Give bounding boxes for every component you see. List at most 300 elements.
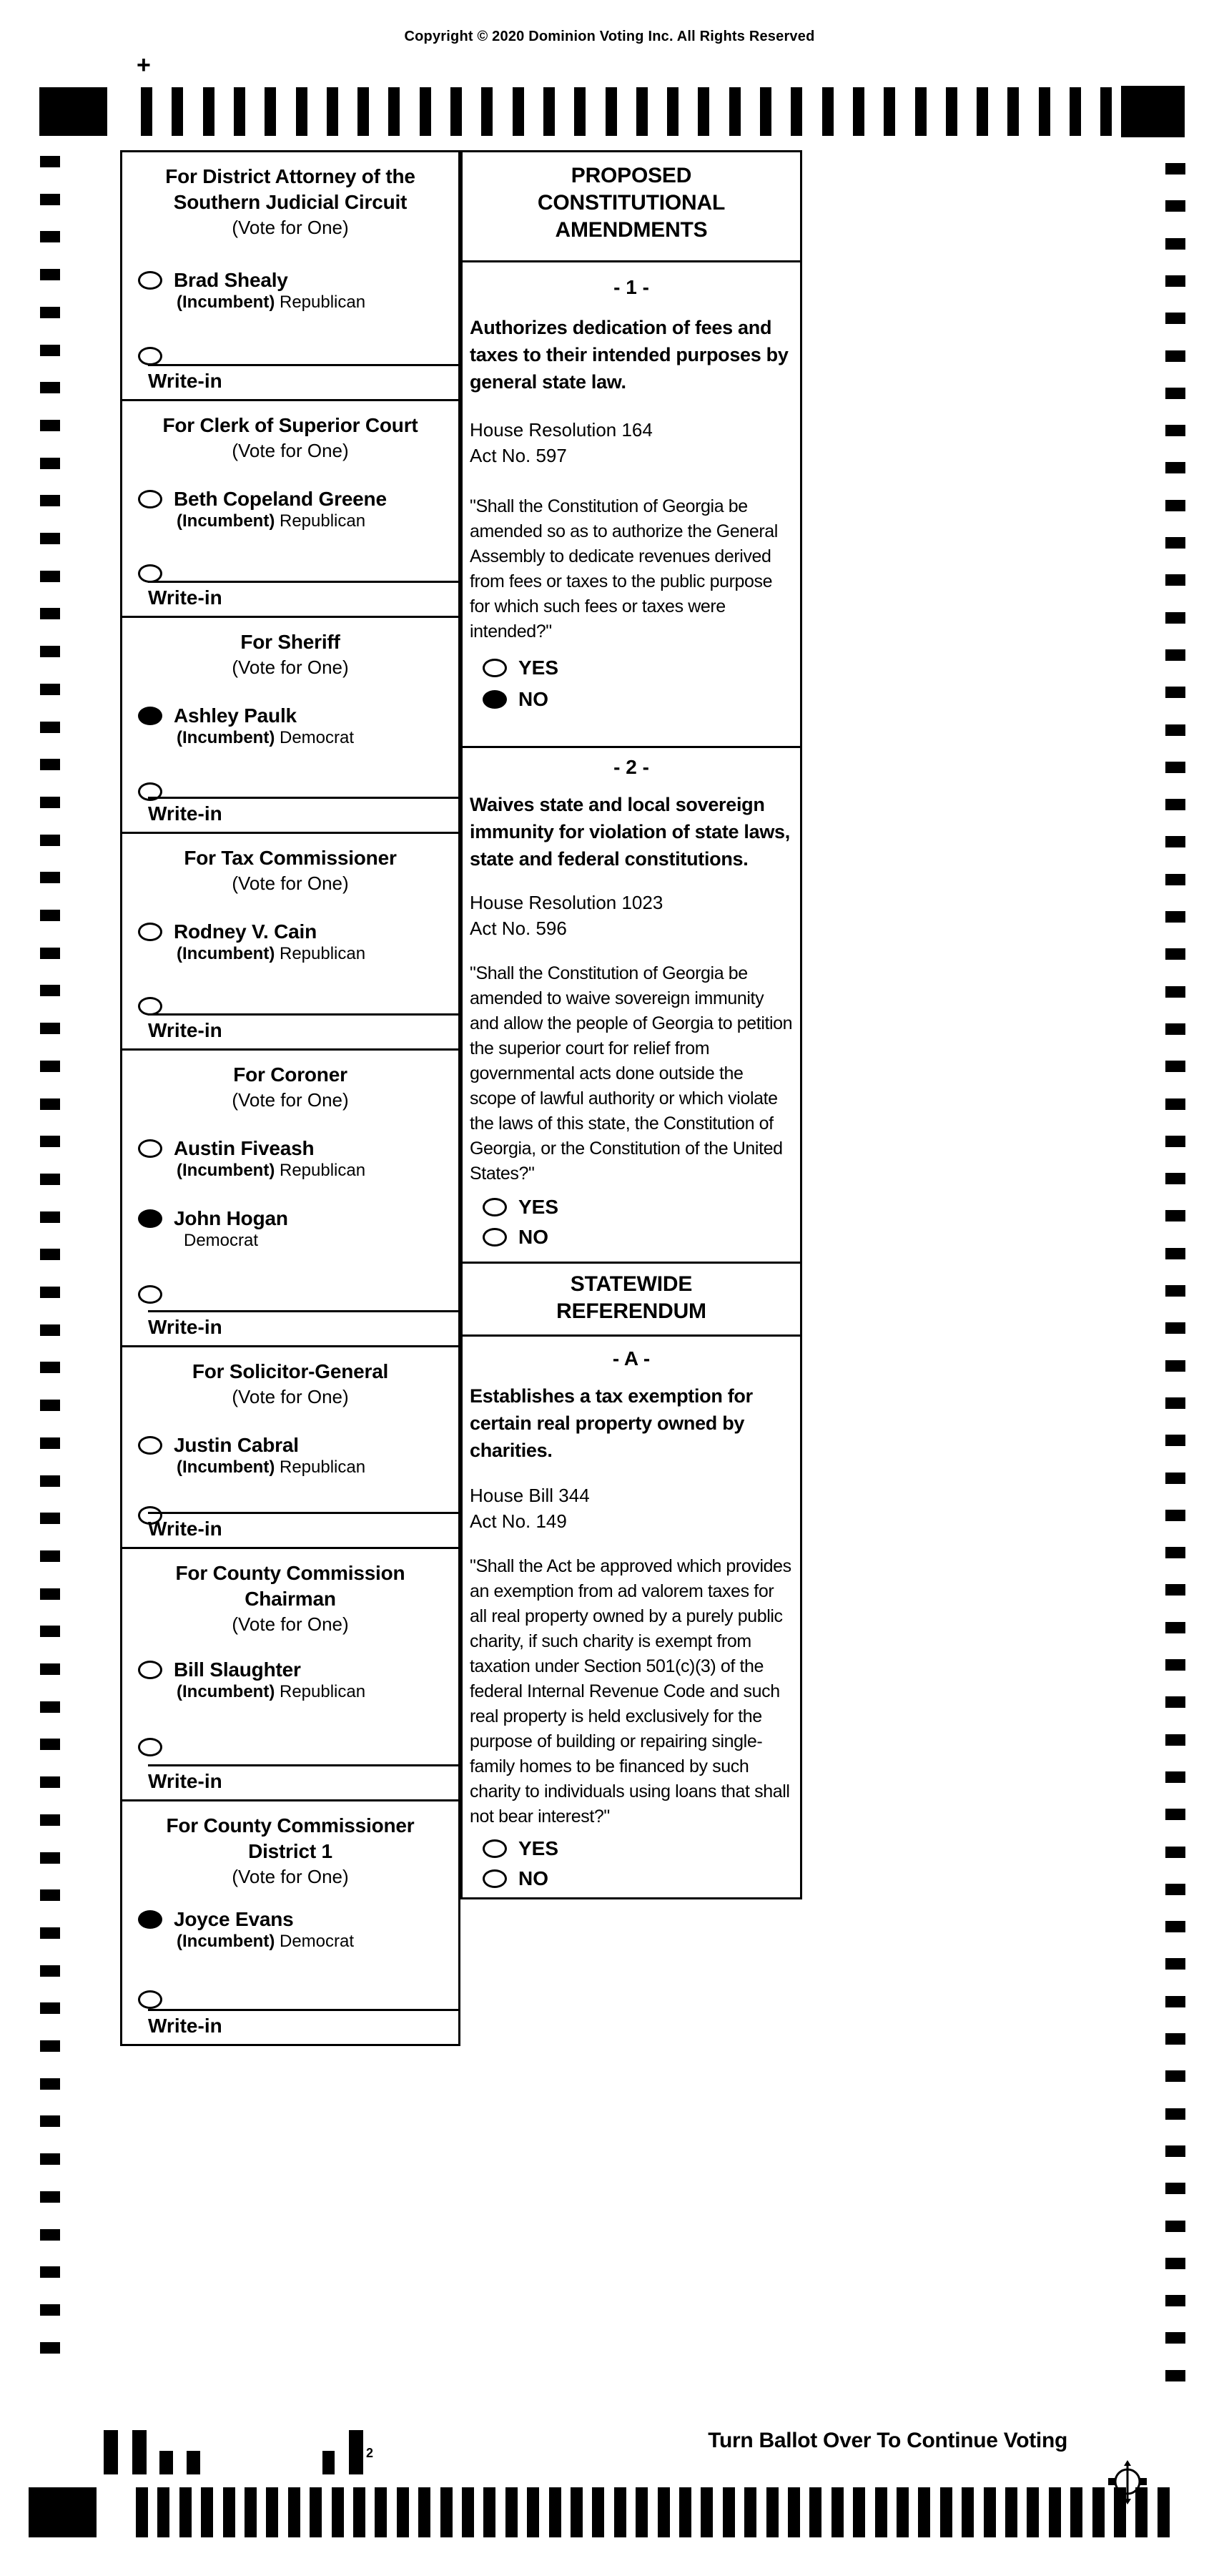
timing-mark bbox=[1070, 2487, 1082, 2537]
contest-title: For District Attorney of the Southern Judicial Circuit bbox=[165, 165, 415, 213]
timing-mark bbox=[40, 307, 60, 318]
contest-title: For Tax Commissioner bbox=[184, 847, 397, 869]
statewide-referendum-header: STATEWIDE REFERENDUM bbox=[463, 1262, 800, 1334]
timing-mark bbox=[1165, 350, 1185, 362]
timing-mark bbox=[1165, 1136, 1185, 1147]
referendum-a bbox=[463, 1334, 800, 1897]
timing-mark bbox=[791, 87, 802, 136]
timing-mark bbox=[1165, 2332, 1185, 2344]
candidate-option[interactable] bbox=[122, 1206, 458, 1251]
candidate-option[interactable] bbox=[122, 1433, 458, 1478]
candidate-name: Beth Copeland Greene bbox=[174, 488, 387, 510]
timing-mark bbox=[1165, 238, 1185, 250]
timing-mark bbox=[40, 1739, 60, 1750]
timing-mark bbox=[1165, 762, 1185, 773]
timing-mark bbox=[40, 269, 60, 280]
timing-mark bbox=[1049, 2487, 1061, 2537]
blank-option[interactable] bbox=[122, 1735, 458, 1756]
candidate-name: Rodney V. Cain bbox=[174, 920, 317, 943]
measure-question: "Shall the Constitution of Georgia be amended to waive sovereign immunity and allow the people of Georgia to petition the superior court for relief from governmental acts done outside the scope of lawful authority or which violate the laws of this state, the Constitution of Georgia, or the Constitution of the United States?" bbox=[470, 963, 793, 1184]
timing-mark bbox=[332, 2487, 344, 2537]
timing-mark bbox=[1165, 724, 1185, 736]
timing-mark bbox=[571, 2487, 583, 2537]
timing-mark bbox=[760, 87, 771, 136]
timing-mark bbox=[1165, 1996, 1185, 2007]
timing-mark bbox=[940, 2487, 952, 2537]
timing-mark bbox=[853, 2487, 865, 2537]
timing-mark bbox=[636, 87, 648, 136]
timing-mark bbox=[1165, 1435, 1185, 1446]
timing-mark bbox=[1165, 649, 1185, 661]
blank-option[interactable] bbox=[122, 994, 458, 1016]
timing-mark bbox=[132, 2430, 147, 2474]
timing-mark bbox=[543, 87, 555, 136]
timing-mark bbox=[159, 2451, 173, 2474]
measure-references: House Resolution 164 Act No. 597 bbox=[470, 419, 653, 466]
timing-mark bbox=[357, 87, 369, 136]
contest-clerk-superior-court bbox=[122, 399, 458, 616]
blank-option[interactable] bbox=[122, 1987, 458, 2009]
timing-mark bbox=[1165, 2258, 1185, 2269]
timing-mark bbox=[40, 382, 60, 393]
option-no[interactable]: NO bbox=[470, 689, 793, 710]
timing-mark bbox=[40, 872, 60, 883]
timing-mark bbox=[977, 87, 988, 136]
timing-mark bbox=[1100, 87, 1112, 136]
timing-mark bbox=[40, 797, 60, 808]
option-yes[interactable]: YES bbox=[470, 657, 793, 679]
timing-mark bbox=[201, 2487, 213, 2537]
timing-mark bbox=[962, 2487, 974, 2537]
timing-mark bbox=[1027, 2487, 1039, 2537]
timing-mark bbox=[1165, 1847, 1185, 1858]
vote-instruction: (Vote for One) bbox=[232, 872, 349, 894]
timing-mark bbox=[1165, 1547, 1185, 1558]
timing-mark bbox=[1165, 1322, 1185, 1334]
measure-references: House Bill 344 Act No. 149 bbox=[470, 1485, 590, 1532]
timing-mark bbox=[1165, 1622, 1185, 1633]
contest-title: For Clerk of Superior Court bbox=[162, 414, 418, 436]
timing-mark bbox=[1165, 2108, 1185, 2120]
timing-mark bbox=[40, 646, 60, 657]
contest-solicitor-general bbox=[122, 1345, 458, 1547]
measure-summary: Waives state and local sovereign immunity for violation of state laws, state and federal constitutions. bbox=[470, 794, 790, 870]
timing-mark bbox=[884, 87, 895, 136]
vote-instruction: (Vote for One) bbox=[232, 1089, 349, 1111]
timing-mark bbox=[40, 1023, 60, 1034]
timing-mark bbox=[1165, 948, 1185, 960]
timing-mark bbox=[104, 2430, 118, 2474]
timing-mark bbox=[984, 2487, 996, 2537]
candidate-name: John Hogan bbox=[174, 1207, 288, 1229]
timing-mark bbox=[1165, 1696, 1185, 1708]
write-in[interactable]: Write-in bbox=[148, 1512, 458, 1541]
timing-mark bbox=[1158, 2487, 1170, 2537]
candidate-detail: (Incumbent) Republican bbox=[177, 1161, 366, 1180]
vote-oval[interactable] bbox=[138, 490, 162, 508]
timing-mark bbox=[322, 2451, 335, 2474]
vote-oval[interactable] bbox=[138, 271, 162, 290]
contest-title: For Coroner bbox=[233, 1063, 347, 1086]
registration-plus-mark: + bbox=[137, 51, 151, 79]
candidate-detail: (Incumbent) Republican bbox=[177, 1682, 366, 1701]
timing-mark bbox=[1165, 2295, 1185, 2306]
timing-mark bbox=[440, 2487, 453, 2537]
timing-mark bbox=[288, 2487, 300, 2537]
timing-mark bbox=[203, 87, 214, 136]
vote-oval[interactable] bbox=[138, 1661, 162, 1679]
timing-mark bbox=[40, 1362, 60, 1373]
timing-mark bbox=[29, 2487, 97, 2537]
write-in[interactable]: Write-in bbox=[148, 581, 458, 610]
timing-mark bbox=[1165, 1023, 1185, 1035]
candidate-name: Brad Shealy bbox=[174, 269, 288, 291]
timing-mark bbox=[1165, 1173, 1185, 1184]
timing-mark bbox=[40, 948, 60, 959]
write-in[interactable]: Write-in bbox=[148, 364, 458, 393]
timing-mark bbox=[831, 2487, 844, 2537]
amendment-1 bbox=[463, 260, 800, 746]
timing-mark bbox=[1165, 388, 1185, 399]
timing-mark bbox=[40, 231, 60, 242]
timing-mark bbox=[915, 87, 927, 136]
timing-mark bbox=[698, 87, 709, 136]
timing-mark bbox=[40, 194, 60, 205]
vote-instruction: (Vote for One) bbox=[232, 1613, 349, 1635]
vote-oval[interactable] bbox=[483, 1869, 507, 1888]
timing-mark bbox=[40, 2078, 60, 2090]
write-in[interactable]: Write-in bbox=[148, 1013, 458, 1043]
vote-oval[interactable] bbox=[138, 347, 162, 365]
candidate-detail: (Incumbent) Republican bbox=[177, 1457, 366, 1477]
vote-oval[interactable] bbox=[483, 1198, 507, 1216]
candidate-option[interactable] bbox=[122, 487, 458, 531]
candidate-name: Justin Cabral bbox=[174, 1434, 299, 1456]
vote-oval[interactable] bbox=[138, 1436, 162, 1455]
timing-mark bbox=[450, 87, 462, 136]
timing-mark bbox=[40, 684, 60, 695]
timing-mark bbox=[1165, 200, 1185, 212]
timing-mark bbox=[296, 87, 307, 136]
timing-mark bbox=[1165, 2221, 1185, 2232]
timing-mark bbox=[1165, 874, 1185, 885]
timing-mark bbox=[40, 2040, 60, 2052]
vote-oval[interactable] bbox=[138, 1990, 162, 2009]
contest-title: For Sheriff bbox=[240, 631, 340, 653]
measure-number: - 2 - bbox=[613, 756, 649, 778]
timing-mark bbox=[265, 87, 276, 136]
timing-mark bbox=[1165, 1248, 1185, 1259]
timing-mark bbox=[136, 2487, 148, 2537]
timing-mark bbox=[574, 87, 586, 136]
candidate-detail: (Incumbent) Republican bbox=[177, 944, 366, 963]
contest-commission-chairman bbox=[122, 1547, 458, 1799]
timing-mark bbox=[40, 1965, 60, 1977]
timing-mark bbox=[40, 2191, 60, 2203]
timing-mark bbox=[40, 1701, 60, 1713]
vote-instruction: (Vote for One) bbox=[232, 440, 349, 461]
timing-mark bbox=[1165, 574, 1185, 586]
timing-mark bbox=[918, 2487, 930, 2537]
timing-mark bbox=[353, 2487, 365, 2537]
write-in[interactable]: Write-in bbox=[148, 2009, 458, 2038]
copyright-line: Copyright © 2020 Dominion Voting Inc. All Rights Reserved bbox=[404, 29, 815, 44]
timing-mark bbox=[1165, 687, 1185, 698]
timing-mark bbox=[723, 2487, 735, 2537]
timing-mark bbox=[40, 1475, 60, 1487]
timing-mark bbox=[40, 1437, 60, 1449]
timing-mark bbox=[1005, 2487, 1017, 2537]
option-yes[interactable]: YES bbox=[470, 1838, 793, 1859]
timing-mark bbox=[40, 1588, 60, 1600]
timing-mark bbox=[40, 2342, 60, 2354]
timing-mark bbox=[744, 2487, 756, 2537]
timing-mark bbox=[39, 87, 107, 136]
timing-mark bbox=[40, 1889, 60, 1901]
timing-mark bbox=[701, 2487, 713, 2537]
timing-mark bbox=[40, 910, 60, 921]
timing-mark bbox=[1165, 500, 1185, 511]
candidate-name: Bill Slaughter bbox=[174, 1658, 301, 1681]
timing-mark bbox=[1165, 1958, 1185, 1970]
timing-mark bbox=[1092, 2487, 1105, 2537]
candidate-detail: (Incumbent) Democrat bbox=[177, 1932, 355, 1951]
timing-mark bbox=[1165, 313, 1185, 324]
timing-mark bbox=[1165, 2145, 1185, 2157]
timing-mark bbox=[614, 2487, 626, 2537]
blank-option[interactable] bbox=[122, 561, 458, 583]
turn-ballot-over-text: Turn Ballot Over To Continue Voting bbox=[708, 2429, 1067, 2452]
timing-mark bbox=[636, 2487, 648, 2537]
vote-instruction: (Vote for One) bbox=[232, 217, 349, 238]
vote-oval[interactable] bbox=[483, 1228, 507, 1247]
timing-mark bbox=[1165, 1210, 1185, 1221]
vote-oval[interactable] bbox=[138, 1910, 162, 1929]
contest-commissioner-district-1 bbox=[122, 1799, 458, 2044]
vote-oval[interactable] bbox=[138, 1209, 162, 1228]
contest-title: For Solicitor-General bbox=[192, 1360, 389, 1382]
timing-mark bbox=[1165, 1510, 1185, 1521]
contest-column bbox=[120, 150, 460, 2046]
contest-title: For County Commissioner District 1 bbox=[166, 1814, 415, 1862]
sheet-number: 2 bbox=[366, 2446, 374, 2460]
timing-mark bbox=[172, 87, 183, 136]
timing-mark bbox=[40, 533, 60, 544]
measure-question: "Shall the Constitution of Georgia be amended so as to authorize the General Assembly to dedicate revenues derived from fees or taxes to the public purpose for which such fees or taxes were intended?" bbox=[470, 496, 778, 641]
timing-mark bbox=[40, 1287, 60, 1298]
candidate-option[interactable] bbox=[122, 1907, 458, 1952]
measure-summary: Authorizes dedication of fees and taxes to their intended purposes by general state law. bbox=[470, 317, 789, 393]
timing-mark bbox=[40, 1927, 60, 1939]
timing-mark bbox=[897, 2487, 909, 2537]
write-in[interactable]: Write-in bbox=[148, 1310, 458, 1339]
timing-mark bbox=[788, 2487, 800, 2537]
option-yes[interactable]: YES bbox=[470, 1196, 793, 1218]
contest-district-attorney bbox=[122, 152, 458, 399]
vote-instruction: (Vote for One) bbox=[232, 1866, 349, 1887]
timing-mark bbox=[40, 571, 60, 582]
timing-mark bbox=[40, 1061, 60, 1072]
timing-mark bbox=[40, 1098, 60, 1110]
timing-mark bbox=[40, 1550, 60, 1562]
timing-mark bbox=[766, 2487, 779, 2537]
candidate-name: Joyce Evans bbox=[174, 1908, 294, 1930]
timing-mark bbox=[809, 2487, 821, 2537]
timing-mark bbox=[40, 495, 60, 506]
candidate-option[interactable] bbox=[122, 920, 458, 964]
candidate-detail: (Incumbent) Republican bbox=[177, 292, 366, 312]
candidate-detail: Democrat bbox=[184, 1231, 259, 1250]
timing-mark bbox=[40, 1174, 60, 1185]
candidate-option[interactable] bbox=[122, 704, 458, 748]
timing-mark bbox=[40, 1400, 60, 1411]
measure-question: "Shall the Act be approved which provides an exemption from ad valorem taxes for all real property owned by a purely public charity, if such charity is exempt from taxation under Section 501(c)(3) of the federal Internal Revenue Code and such real property is held exclusively for the purpose of building or repairing single-family homes to be financed by such charity to individuals using loans that shall not bear interest?" bbox=[470, 1556, 791, 1827]
timing-mark bbox=[1165, 462, 1185, 473]
contest-coroner bbox=[122, 1048, 458, 1345]
timing-mark bbox=[481, 87, 493, 136]
timing-mark bbox=[946, 87, 957, 136]
registration-target-icon bbox=[1107, 2460, 1148, 2508]
option-no[interactable]: NO bbox=[470, 1868, 793, 1889]
measures-column bbox=[460, 150, 802, 1899]
timing-mark bbox=[1165, 1659, 1185, 1671]
timing-mark bbox=[667, 87, 678, 136]
candidate-option[interactable] bbox=[122, 1658, 458, 1702]
timing-mark bbox=[505, 2487, 518, 2537]
timing-mark bbox=[729, 87, 741, 136]
timing-mark bbox=[1121, 86, 1185, 137]
timing-mark bbox=[1165, 2370, 1185, 2381]
timing-mark bbox=[483, 2487, 495, 2537]
contest-sheriff bbox=[122, 616, 458, 832]
timing-mark bbox=[1165, 2070, 1185, 2082]
timing-mark bbox=[310, 2487, 322, 2537]
timing-mark bbox=[40, 1211, 60, 1223]
timing-mark bbox=[397, 2487, 409, 2537]
timing-mark bbox=[1165, 425, 1185, 436]
timing-mark bbox=[658, 2487, 670, 2537]
measure-number: - 1 - bbox=[613, 276, 649, 298]
timing-mark bbox=[40, 759, 60, 770]
timing-mark bbox=[179, 2487, 192, 2537]
timing-mark bbox=[1165, 1771, 1185, 1783]
vote-oval[interactable] bbox=[483, 1839, 507, 1858]
timing-mark bbox=[1165, 799, 1185, 810]
timing-mark bbox=[40, 608, 60, 619]
timing-mark bbox=[40, 1249, 60, 1260]
timing-mark bbox=[1165, 537, 1185, 549]
timing-mark bbox=[592, 2487, 604, 2537]
timing-mark bbox=[1165, 275, 1185, 287]
timing-mark bbox=[40, 1513, 60, 1524]
timing-mark bbox=[1165, 1809, 1185, 1820]
timing-mark bbox=[1070, 87, 1081, 136]
vote-oval[interactable] bbox=[138, 1738, 162, 1756]
timing-mark bbox=[1165, 986, 1185, 998]
measure-summary: Establishes a tax exemption for certain real property owned by charities. bbox=[470, 1385, 753, 1461]
timing-mark bbox=[420, 87, 431, 136]
timing-mark bbox=[1165, 836, 1185, 847]
timing-mark bbox=[40, 2229, 60, 2241]
timing-mark bbox=[549, 2487, 561, 2537]
timing-mark bbox=[40, 722, 60, 733]
timing-mark bbox=[1165, 612, 1185, 624]
timing-mark bbox=[822, 87, 834, 136]
timing-mark bbox=[40, 1776, 60, 1788]
timing-mark bbox=[606, 87, 617, 136]
timing-mark bbox=[245, 2487, 257, 2537]
timing-mark bbox=[513, 87, 524, 136]
candidate-option[interactable] bbox=[122, 268, 458, 313]
amendment-2 bbox=[463, 746, 800, 1262]
option-no[interactable]: NO bbox=[470, 1226, 793, 1248]
timing-mark bbox=[527, 2487, 539, 2537]
timing-mark bbox=[1165, 1285, 1185, 1297]
timing-mark bbox=[1165, 1884, 1185, 1895]
timing-mark bbox=[327, 87, 338, 136]
timing-mark bbox=[40, 2153, 60, 2165]
vote-oval[interactable] bbox=[138, 707, 162, 725]
candidate-detail: (Incumbent) Republican bbox=[177, 511, 366, 531]
write-in[interactable]: Write-in bbox=[148, 1764, 458, 1794]
timing-mark bbox=[141, 87, 152, 136]
timing-mark bbox=[1165, 911, 1185, 923]
vote-instruction: (Vote for One) bbox=[232, 1386, 349, 1407]
vote-oval[interactable] bbox=[138, 1285, 162, 1304]
timing-mark bbox=[223, 2487, 235, 2537]
timing-mark bbox=[462, 2487, 474, 2537]
measure-number: - A - bbox=[612, 1347, 651, 1370]
timing-mark bbox=[40, 1626, 60, 1637]
vote-oval[interactable] bbox=[138, 1139, 162, 1158]
vote-oval[interactable] bbox=[483, 690, 507, 709]
timing-mark bbox=[157, 2487, 169, 2537]
timing-mark bbox=[1165, 2183, 1185, 2194]
timing-mark bbox=[40, 2115, 60, 2127]
candidate-detail: (Incumbent) Democrat bbox=[177, 728, 355, 747]
blank-option[interactable] bbox=[122, 1282, 458, 1304]
measure-references: House Resolution 1023 Act No. 596 bbox=[470, 892, 663, 939]
timing-mark bbox=[40, 156, 60, 167]
timing-mark bbox=[40, 1814, 60, 1826]
vote-instruction: (Vote for One) bbox=[232, 657, 349, 678]
timing-mark bbox=[187, 2451, 200, 2474]
timing-mark bbox=[1165, 1921, 1185, 1932]
timing-mark bbox=[40, 1136, 60, 1147]
timing-mark bbox=[1165, 1397, 1185, 1409]
write-in[interactable]: Write-in bbox=[148, 797, 458, 826]
timing-mark bbox=[40, 985, 60, 996]
candidate-option[interactable] bbox=[122, 1136, 458, 1181]
timing-mark bbox=[1165, 1098, 1185, 1110]
timing-mark bbox=[1165, 1473, 1185, 1484]
timing-mark bbox=[349, 2430, 363, 2474]
timing-mark bbox=[40, 1324, 60, 1336]
contest-title: For County Commission Chairman bbox=[175, 1562, 405, 1610]
timing-mark bbox=[40, 1663, 60, 1675]
vote-oval[interactable] bbox=[138, 923, 162, 941]
vote-oval[interactable] bbox=[483, 659, 507, 677]
timing-mark bbox=[1165, 1061, 1185, 1072]
timing-mark bbox=[1165, 1734, 1185, 1746]
candidate-name: Austin Fiveash bbox=[174, 1137, 315, 1159]
timing-mark bbox=[266, 2487, 278, 2537]
timing-mark bbox=[375, 2487, 387, 2537]
timing-mark bbox=[40, 835, 60, 846]
timing-mark bbox=[1165, 163, 1185, 174]
blank-option[interactable] bbox=[122, 344, 458, 365]
candidate-name: Ashley Paulk bbox=[174, 704, 297, 727]
